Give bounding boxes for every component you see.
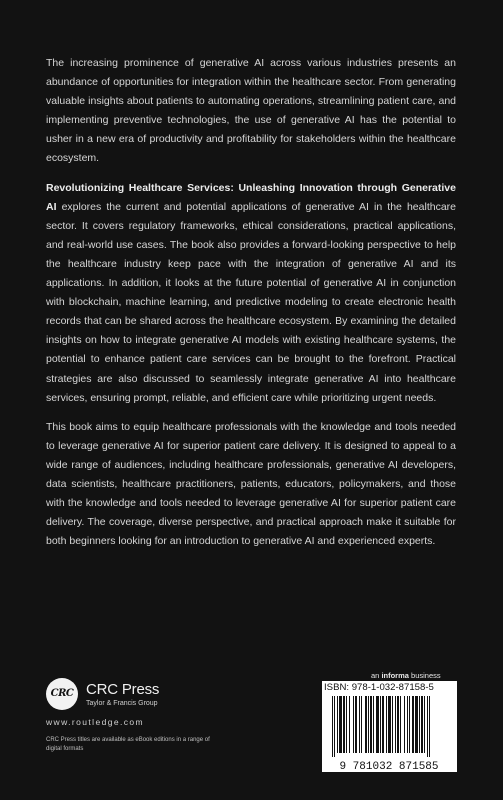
barcode-bar [339,696,342,753]
back-cover-blurb [46,54,456,561]
barcode-bar [346,696,347,753]
isbn-label: ISBN: 978-1-032-87158-5 [324,682,434,693]
informa-brand: informa [381,671,409,680]
barcode-bar [353,696,354,753]
barcode-bar [359,696,360,753]
barcode-bar [427,696,428,757]
barcode-bar [415,696,418,753]
barcode-bar [419,696,420,753]
barcode-bar [386,696,387,753]
barcode-bar [392,696,393,753]
informa-prefix: an [371,671,382,680]
barcode-bar [380,696,381,753]
barcode-bar [424,696,425,753]
publisher-block [46,676,306,766]
barcode-bar [332,696,333,757]
barcode-bar [412,696,414,753]
barcode-bar [349,696,350,753]
book-title: Revolutionizing Healthcare Services: Unleashing Innovation through Generative AI [46,181,456,213]
isbn-barcode [322,681,457,772]
informa-suffix: business [408,671,441,680]
barcode-bar [376,696,379,753]
barcode-digits: 9 781032 871585 [339,761,439,772]
barcode-bar [343,696,345,753]
barcode-bar [337,696,338,753]
barcode-bar [334,696,335,757]
barcode-bar [395,696,396,753]
informa-business-label [371,671,441,680]
blurb-paragraph-2-body: explores the current and potential applications of generative AI in the healthcare sector. It covers regulatory frameworks, ethical considerations, practical applications, and real-world use cases. The book also provides a forward-looking perspective to help the healthcare industry keep pace with the integration of generative AI and its applications. In addition, it looks at the future potential of generative AI in conjunction with blockchain, machine learning, and predictive modeling to create electronic health records that can be shared across the healthcare ecosystem. By examining the detailed insights on how to integrate generative AI models with existing healthcare systems, the potential to enhance patient care services can be brought to the forefront. Practical strategies are also discussed to seamlessly integrate generative AI into healthcare services, ensuring prompt, reliable, and efficient care while prioritizing urgent needs. [46,200,456,404]
barcode-bar [421,696,423,753]
barcode-bar [388,696,391,753]
barcode-bar [400,696,401,753]
barcode-bar [370,696,372,753]
barcode-bars [322,694,457,772]
publisher-name: CRC Press [86,681,160,698]
crc-logo: CRC [46,678,78,710]
ebook-note: CRC Press titles are available as eBook editions in a range of digital formats [46,737,210,752]
barcode-bar [368,696,369,753]
barcode-bar [429,696,430,757]
barcode-bar [404,696,405,753]
barcode-bar [355,696,357,753]
blurb-paragraph-2 [46,179,456,408]
publisher-url: www.routledge.com [46,717,144,727]
barcode-bar [397,696,399,753]
barcode-bar [373,696,374,753]
blurb-paragraph-1: The increasing prominence of generative AI across various industries presents an abundance of opportunities for integration within the healthcare sector. From generating valuable insights about patients to automating operations, streamlining patient care, and implementing preventive technologies, the use of generative AI has the potential to usher in a new era of productivity and profitability for stakeholders within the healthcare ecosystem. [46,57,456,165]
publisher-subtitle: Taylor & Francis Group [86,700,158,707]
barcode-bar [361,696,362,753]
barcode-bar [407,696,408,753]
blurb-paragraph-3: This book aims to equip healthcare professionals with the knowledge and tools needed to leverage generative AI for superior patient care delivery. It is designed to appeal to a wide range of audiences, including healthcare professionals, generative AI developers, data scientists, healthcare practitioners, patients, educators, policymakers, and those with the knowledge and tools needed to leverage generative AI for superior patient care delivery. The coverage, diverse perspective, and practical approach make it suitable for both beginners looking for an introduction to generative AI and experienced experts. [46,420,456,548]
barcode-bar [382,696,384,753]
barcode-bar [365,696,367,753]
barcode-bar [409,696,410,753]
